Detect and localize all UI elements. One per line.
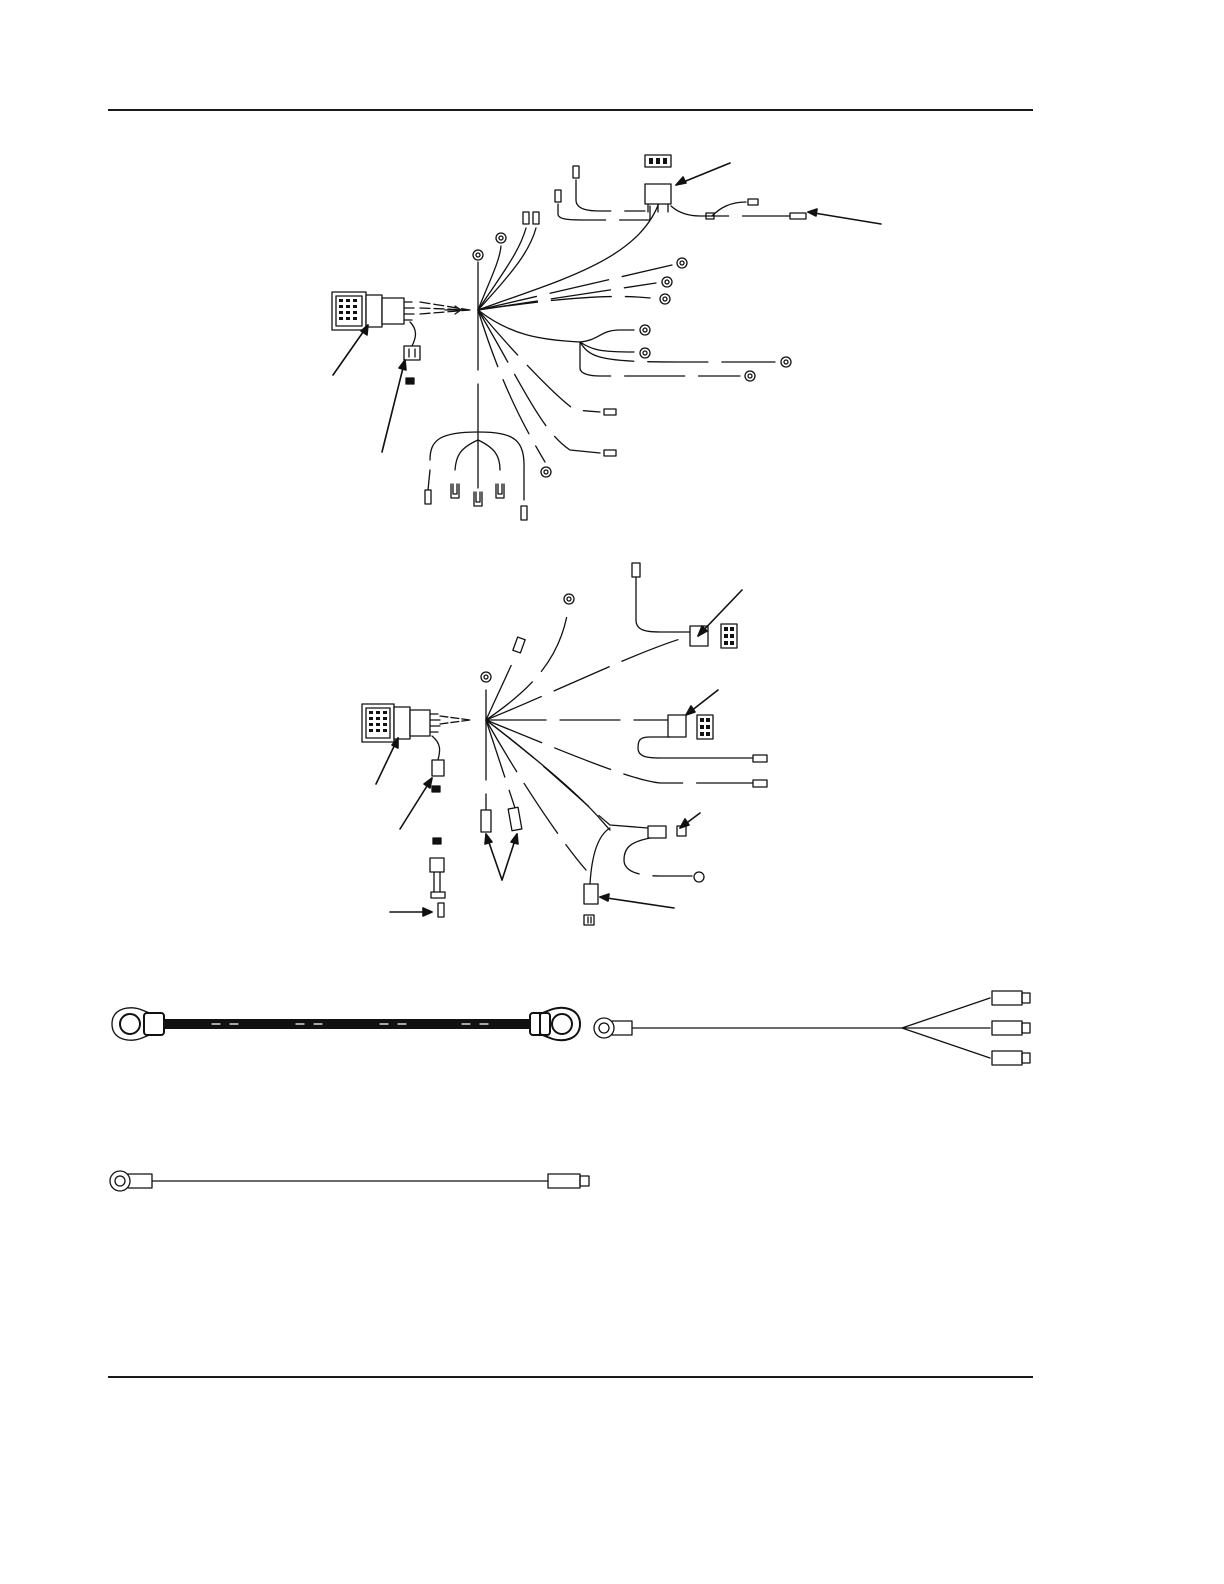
ground-lead-single xyxy=(110,1171,589,1191)
battery-cable xyxy=(112,1008,580,1040)
ground-lead-triple xyxy=(594,991,1030,1065)
